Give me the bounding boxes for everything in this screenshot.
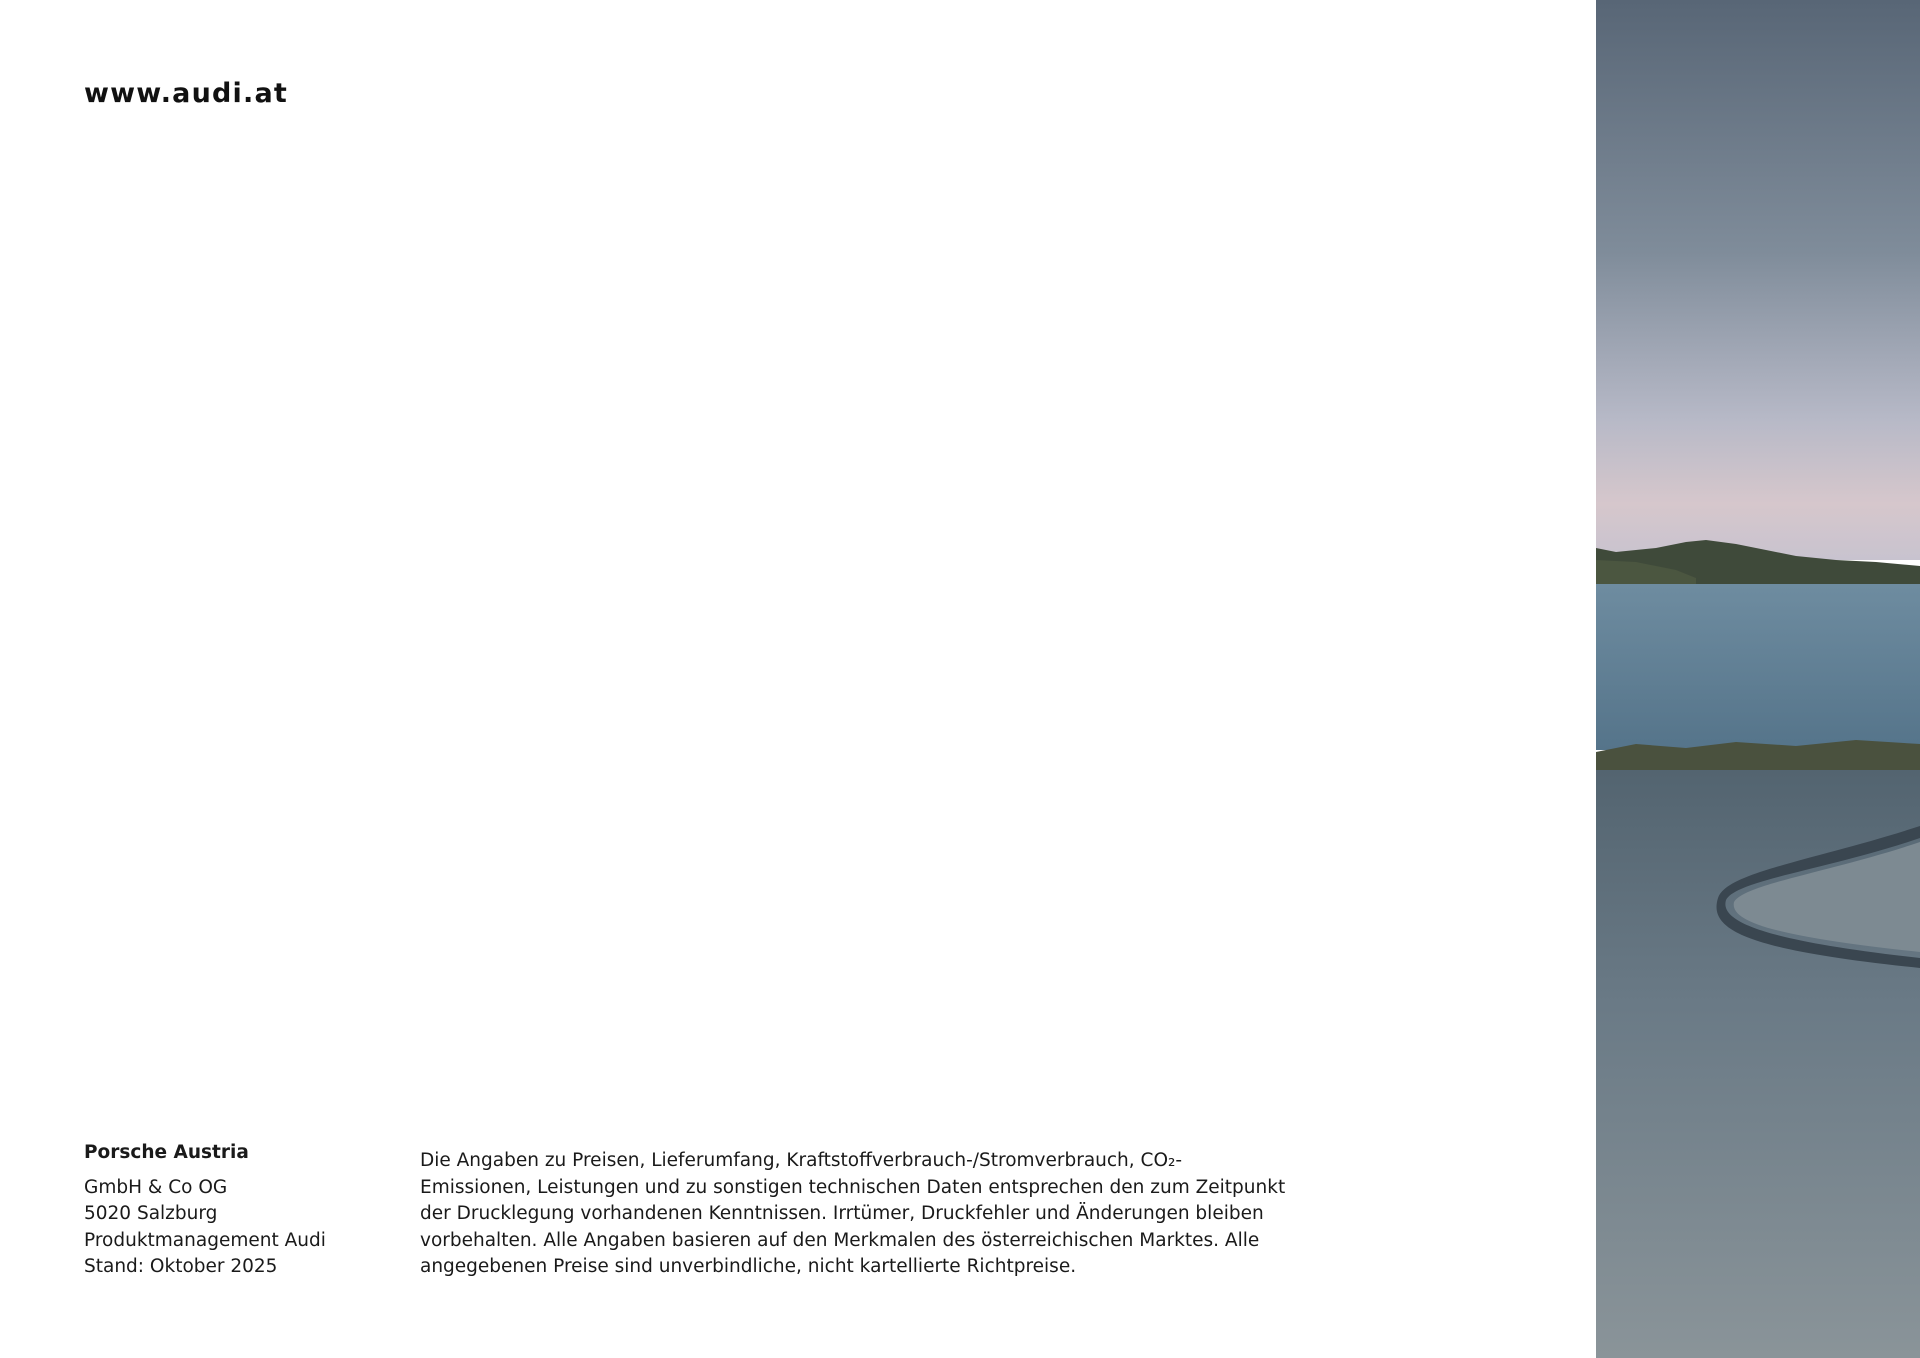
address-line: Produktmanagement Audi (84, 1229, 326, 1251)
address-line: GmbH & Co OG (84, 1176, 228, 1198)
address-line: 5020 Salzburg (84, 1203, 218, 1224)
address-line: Stand: Oktober 2025 (84, 1256, 278, 1277)
website-url: www.audi.at (84, 78, 288, 109)
publisher-address (84, 1140, 384, 1281)
company-name: Porsche Austria (84, 1142, 249, 1163)
landscape-image (1596, 0, 1920, 1358)
legal-disclaimer: Die Angaben zu Preisen, Lieferumfang, Kraftstoffverbrauch-/Stromverbrauch, CO₂-Emissionen, Leistungen und zu sonstigen technischen Daten entsprechen den zum Zeitpunkt der Drucklegung vorhandenen Kenntnissen. Irrtümer, Druckfehler und Änderungen bleiben vorbehalten. Alle Angaben basieren auf den Merkmalen des österreichischen Marktes. Alle angegebenen Preise sind unverbindliche, nicht kartellierte Richtpreise. (420, 1150, 1286, 1277)
coastal-road-photo (1596, 0, 1920, 1358)
